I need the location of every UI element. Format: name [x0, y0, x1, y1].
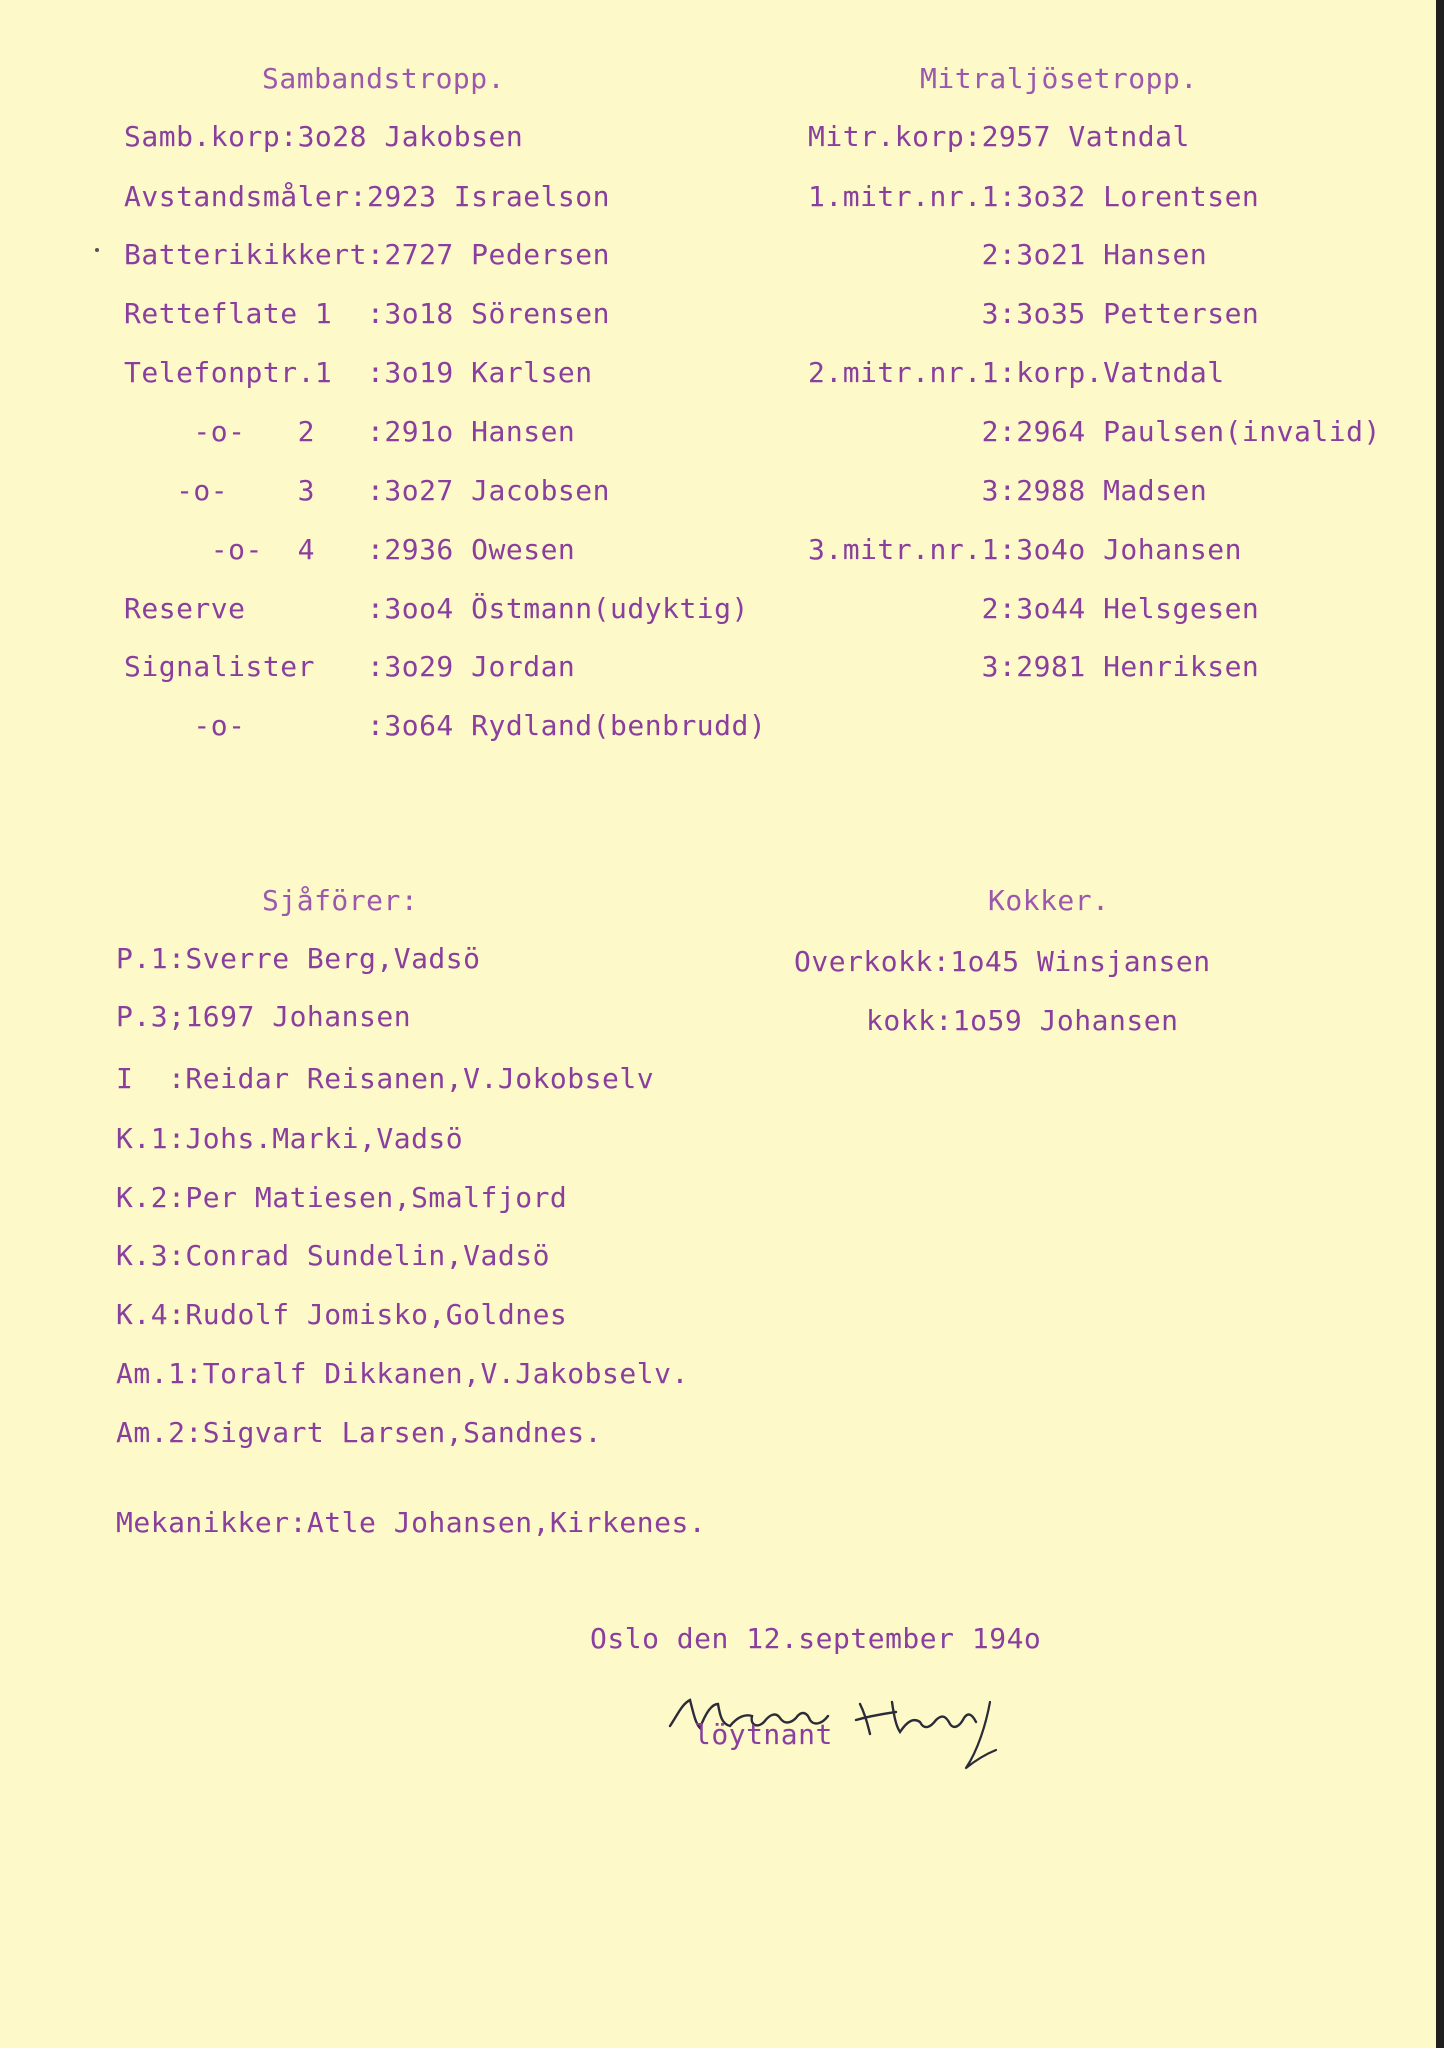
roster-line: Batterikikkert:2727 Pedersen: [124, 238, 611, 271]
cook-line: Overkokk:1o45 Winsjansen: [794, 945, 1211, 978]
roster-line: 3:3o35 Pettersen: [808, 297, 1260, 330]
place-date: Oslo den 12.september 194o: [590, 1622, 1042, 1655]
roster-line: 3:2981 Henriksen: [808, 650, 1260, 683]
roster-line: Retteflate 1 :3o18 Sörensen: [124, 297, 611, 330]
driver-line: Am.2:Sigvart Larsen,Sandnes.: [116, 1416, 603, 1449]
roster-line: 2:3o44 Helsgesen: [808, 592, 1260, 625]
roster-line: -o- 3 :3o27 Jacobsen: [124, 474, 611, 507]
driver-line: Am.1:Toralf Dikkanen,V.Jakobselv.: [116, 1357, 689, 1390]
section-heading-sjaforer: Sjåförer:: [262, 884, 419, 917]
roster-line: Telefonptr.1 :3o19 Karlsen: [124, 356, 593, 389]
roster-line: -o- 4 :2936 Owesen: [124, 533, 576, 566]
driver-line: K.4:Rudolf Jomisko,Goldnes: [116, 1298, 568, 1331]
section-heading-kokker: Kokker.: [988, 884, 1110, 917]
roster-line: Mitr.korp:2957 Vatndal: [808, 120, 1190, 153]
driver-line: P.3;1697 Johansen: [116, 1000, 412, 1033]
signer-rank: löytnant: [694, 1718, 833, 1751]
mechanic-line: Mekanikker:Atle Johansen,Kirkenes.: [116, 1506, 707, 1539]
stray-ink-dot: [95, 248, 99, 252]
roster-line: 2:3o21 Hansen: [808, 238, 1208, 271]
driver-line: P.1:Sverre Berg,Vadsö: [116, 942, 481, 975]
roster-line: -o- :3o64 Rydland(benbrudd): [124, 709, 767, 742]
roster-line: 2.mitr.nr.1:korp.Vatndal: [808, 356, 1225, 389]
roster-line: 3:2988 Madsen: [808, 474, 1208, 507]
driver-line: K.1:Johs.Marki,Vadsö: [116, 1122, 464, 1155]
driver-line: K.2:Per Matiesen,Smalfjord: [116, 1181, 568, 1214]
roster-line: 1.mitr.nr.1:3o32 Lorentsen: [808, 180, 1260, 213]
roster-line: 2:2964 Paulsen(invalid): [808, 415, 1381, 448]
roster-line: 3.mitr.nr.1:3o4o Johansen: [808, 533, 1242, 566]
driver-line: I :Reidar Reisanen,V.Jokobselv: [116, 1062, 655, 1095]
roster-line: Samb.korp:3o28 Jakobsen: [124, 120, 524, 153]
cook-line: kokk:1o59 Johansen: [866, 1004, 1179, 1037]
roster-line: -o- 2 :291o Hansen: [124, 415, 576, 448]
driver-line: K.3:Conrad Sundelin,Vadsö: [116, 1239, 550, 1272]
roster-line: Signalister :3o29 Jordan: [124, 650, 576, 683]
section-heading-sambandstropp: Sambandstropp.: [262, 62, 506, 95]
section-heading-mitraljosetropp: Mitraljösetropp.: [920, 62, 1198, 95]
roster-line: Reserve :3oo4 Östmann(udyktig): [124, 592, 749, 625]
roster-line: Avstandsmåler:2923 Israelson: [124, 180, 611, 213]
